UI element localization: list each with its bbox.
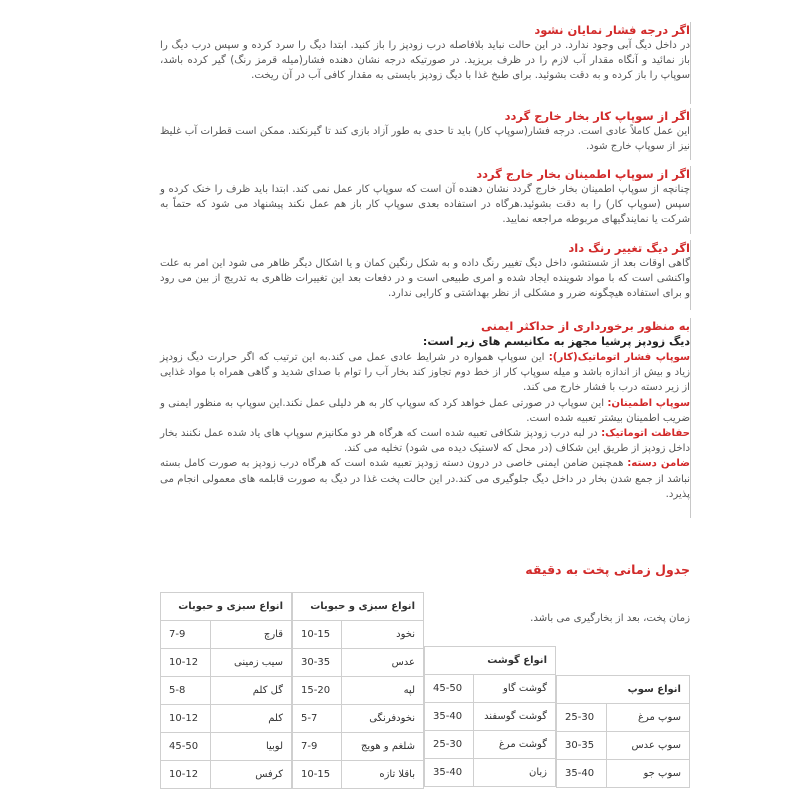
section-safety-valve — [160, 166, 690, 228]
table-row — [557, 732, 690, 760]
table-header: انواع سبزی و حبوبات — [293, 593, 424, 621]
cook-time: 30-35 — [293, 649, 342, 677]
safety-intro: دیگ زودپز پرشیا مجهز به مکانیسم های زیر است: — [422, 335, 690, 348]
table-header: انواع سوپ — [557, 676, 690, 704]
food-name: گوشت گاو — [474, 675, 556, 703]
cook-time: 35-40 — [557, 760, 607, 788]
table-row — [425, 703, 556, 731]
cook-time: 10-12 — [161, 705, 211, 733]
safety-item-label: سوپاپ فشار اتوماتیک(کار): — [548, 352, 690, 363]
section-no-pressure — [160, 22, 690, 84]
cook-table-title: جدول زمانی پخت به دقیقه — [525, 562, 690, 577]
table-row — [161, 621, 292, 649]
veg-table-1 — [292, 592, 424, 789]
food-name: کرفس — [210, 761, 291, 789]
food-name: گل کلم — [210, 677, 291, 705]
food-name: قارچ — [210, 621, 291, 649]
cook-time: 5-7 — [293, 705, 342, 733]
section-divider — [690, 166, 691, 234]
table-row — [425, 759, 556, 787]
section-divider — [690, 240, 691, 310]
table-row — [293, 649, 424, 677]
section-divider — [690, 108, 691, 160]
safety-item-text: همچنین ضامن ایمنی خاصی در درون دسته زودپز تعبیه شده است که هرگاه درب زودپز به صورت کامل بسته نباشد از جمع شدن بخار در داخل دیگ جلوگیری می کند.در این حالت پخت غذا در دیگ به صورت قابلمه های معمولی انجام می پذیرد. — [160, 458, 690, 500]
food-name: لوبیا — [210, 733, 291, 761]
safety-item-label: حفاظت اتوماتیک: — [601, 428, 690, 440]
table-row — [293, 705, 424, 733]
food-name: زبان — [474, 759, 556, 787]
cook-table-note: زمان پخت، بعد از بخارگیری می باشد. — [530, 613, 690, 624]
table-row — [161, 677, 292, 705]
table-header: انواع سبزی و حبوبات — [161, 593, 292, 621]
cook-time: 15-20 — [293, 677, 342, 705]
safety-item-text: در لبه درب زودپز شکافی تعبیه شده است که هرگاه هر دو مکانیزم سوپاپ های یاد شده عمل نکنند بخار داخل زودپز از طریق این شکاف (در محل که لاستیک دیده می شود) تخلیه می کند. — [160, 428, 690, 455]
section-body: این عمل کاملاً عادی است. درجه فشار(سوپاپ کار) باید تا حدی به طور آزاد بازی کند تا گیرنکند. ممکن است قطرات آب غلیظ نیز از سوپاپ خارج شود. — [160, 126, 690, 153]
food-name: شلغم و هویج — [341, 733, 423, 761]
cook-time: 45-50 — [161, 733, 211, 761]
food-name: لپه — [341, 677, 423, 705]
section-body: در داخل دیگ آبی وجود ندارد. در این حالت نباید بلافاصله درب زودپز را باز کنید. ابتدا دیگ را سرد کرده و سپس درب دیگ را باز نمائید و آنگاه مقدار آب لازم را در ظرف بریزید. در صورتیکه درجه نشان دهنده فشار(میله قرمز رنگ) گیر کرده باشد، سوپاپ را باز کرده و به دقت بشوئید. برای طبخ غذا با دیگ زودپز بایستی به مقدار کافی آب در آن ریخت. — [160, 40, 690, 82]
table-row — [293, 761, 424, 789]
section-divider — [690, 22, 691, 104]
cook-time: 7-9 — [293, 733, 342, 761]
cook-time: 10-12 — [161, 649, 211, 677]
cook-time: 35-40 — [425, 759, 474, 787]
section-max-safety — [160, 318, 690, 502]
section-work-valve — [160, 108, 690, 154]
cook-time: 10-15 — [293, 761, 342, 789]
section-color-change — [160, 240, 690, 302]
veg-table-2 — [160, 592, 292, 789]
food-name: عدس — [341, 649, 423, 677]
section-body: گاهی اوقات بعد از شستشو، داخل دیگ تغییر رنگ داده و به شکل رنگین کمان و یا اشکال دیگر ظاهر می شود این امر به علت واکنشی است که با مواد شوینده ایجاد شده و امری طبیعی است و در دفعات بعد این تغییرات ظاهری به تدریج از بین می رود و برای استفاده هیچگونه ضرر و مشکلی از نظر بهداشتی و کارایی ندارد. — [160, 258, 690, 300]
soup-table — [556, 675, 690, 788]
food-name: گوشت مرغ — [474, 731, 556, 759]
table-row — [161, 705, 292, 733]
safety-item — [160, 456, 690, 502]
safety-item — [160, 426, 690, 456]
section-title: اگر از سوپاپ اطمینان بخار خارج گردد — [476, 167, 690, 181]
table-row — [161, 733, 292, 761]
table-row — [425, 731, 556, 759]
meat-table — [424, 646, 556, 787]
table-header: انواع گوشت — [425, 647, 556, 675]
cook-time: 25-30 — [425, 731, 474, 759]
safety-item-label: ضامن دسته: — [627, 458, 690, 470]
cook-time: 10-15 — [293, 621, 342, 649]
safety-item — [160, 396, 690, 426]
cook-time: 7-9 — [161, 621, 211, 649]
table-row — [161, 649, 292, 677]
food-name: سوپ مرغ — [607, 704, 690, 732]
food-name: کلم — [210, 705, 291, 733]
safety-item-text: این سوپاپ همواره در شرایط عادی عمل می کند.به این ترتیب که اگر حرارت دیگ زودپز زیاد و بیش از اندازه باشد و میله سوپاپ کار از خط دوم تجاوز کند بخار آب را توام با صدای شدید و گاهی همراه با مواد غذایی از زیر دسته درب با فشار خارج می کند. — [160, 352, 690, 394]
cook-time: 30-35 — [557, 732, 607, 760]
safety-item — [160, 350, 690, 396]
safety-item-label: سوپاپ اطمینان: — [607, 397, 690, 409]
section-divider — [690, 318, 691, 518]
cook-time: 25-30 — [557, 704, 607, 732]
food-name: سوپ عدس — [607, 732, 690, 760]
safety-item-text: این سوپاپ در صورتی عمل خواهد کرد که سوپاپ کار به هر دلیلی عمل نکند.این سوپاپ به منظور ایمنی و ضریب اطمینان بیشتر تعبیه شده است. — [160, 397, 690, 424]
table-row — [293, 733, 424, 761]
food-name: گوشت گوسفند — [474, 703, 556, 731]
section-title: اگر دیگ تغییر رنگ داد — [568, 241, 690, 255]
food-name: نخودفرنگی — [341, 705, 423, 733]
section-title: اگر درجه فشار نمایان نشود — [534, 23, 690, 37]
food-name: نخود — [341, 621, 423, 649]
food-name: باقلا تازه — [341, 761, 423, 789]
table-row — [161, 761, 292, 789]
food-name: سوپ جو — [607, 760, 690, 788]
section-title: اگر از سوپاپ کار بخار خارج گردد — [504, 109, 690, 123]
cook-time: 45-50 — [425, 675, 474, 703]
cook-time: 35-40 — [425, 703, 474, 731]
table-row — [293, 677, 424, 705]
cook-time: 5-8 — [161, 677, 211, 705]
food-name: سیب زمینی — [210, 649, 291, 677]
table-row — [557, 704, 690, 732]
table-row — [557, 760, 690, 788]
section-title: به منظور برخورداری از حداکثر ایمنی — [480, 319, 690, 333]
cook-time: 10-12 — [161, 761, 211, 789]
section-body: چنانچه از سوپاپ اطمینان بخار خارج گردد نشان دهنده آن است که سوپاپ کار عمل نمی کند. ابتدا باید ظرف را خنک کرده و سپس (سوپاپ کار) را به دقت بشوئید.هرگاه در استفاده بعدی سوپاپ کار باز هم عمل نکند پیشنهاد می شود که حتماً به شرکت یا نمایندگیهای مربوطه مراجعه نمایید. — [160, 184, 690, 226]
table-row — [293, 621, 424, 649]
table-row — [425, 675, 556, 703]
